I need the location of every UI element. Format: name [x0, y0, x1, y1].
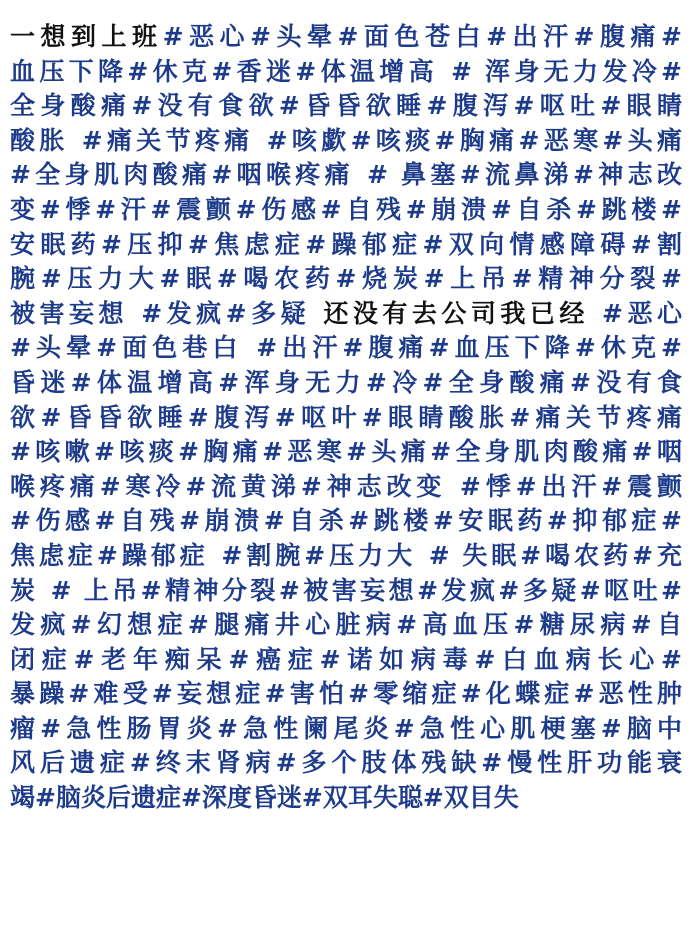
text-line-19[interactable]: 闭症#老年痴呆#癌症#诺如病毒#白血病长心# — [10, 644, 682, 674]
text-line-15[interactable]: #伤感#自残#崩溃#自杀#跳楼#安眠药#抑郁症# — [10, 506, 682, 536]
text-line-5[interactable]: #全身肌肉酸痛#咽喉疼痛 # 鼻塞#流鼻涕#神志改 — [10, 160, 682, 190]
text-line-17[interactable]: 炭 # 上吊#精神分裂#被害妄想#发疯#多疑#呕吐# — [10, 575, 682, 605]
text-line-20[interactable]: 暴躁#难受#妄想症#害怕#零缩症#化蝶症#恶性肿 — [10, 679, 682, 709]
text-line-16[interactable]: 焦虑症#躁郁症 #割腕#压力大 # 失眠#喝农药#充 — [10, 540, 682, 570]
hashtag-run[interactable]: #恶心 — [588, 298, 682, 328]
hashtag-run[interactable]: #恶心#头晕#面色苍白#出汗#腹痛# — [162, 22, 682, 51]
text-line-12[interactable]: 欲#昏昏欲睡#腹泻#呕叶#眼睛酸胀#痛关节疼痛 — [10, 402, 682, 432]
text-line-2[interactable]: 血压下降#休克#香迷#体温增高 # 浑身无力发冷# — [10, 56, 682, 86]
text-line-10[interactable]: #头晕#面色巷白 #出汗#腹痛#血压下降#休克# — [10, 333, 682, 363]
text-line-14[interactable]: 喉疼痛#寒冷#流黄涕#神志改变 #悸#出汗#震颤 — [10, 471, 682, 501]
text-line-1 — [10, 20, 682, 55]
text-line-23[interactable]: 竭#脑炎后遗症#深度昏迷#双耳失聪#双目失 — [10, 783, 519, 813]
text-line-7[interactable]: 安眠药#压抑#焦虑症#躁郁症#双向情感障碍#割 — [10, 229, 682, 259]
text-line-3[interactable]: 全身酸痛#没有食欲#昏昏欲睡#腹泻#呕吐#眼睛 — [10, 91, 682, 121]
text-line-8[interactable]: 腕#压力大#眠#喝农药#烧炭#上吊#精神分裂# — [10, 264, 682, 294]
text-line-13[interactable]: #咳嗽#咳痰#胸痛#恶寒#头痛#全身肌肉酸痛#咽 — [10, 437, 682, 467]
post-text — [10, 20, 682, 816]
hashtag-run[interactable]: 被害妄想 #发疯#多疑 — [10, 298, 324, 328]
plain-text: 一想到上班 — [10, 22, 163, 51]
text-line-22[interactable]: 风后遗症#终末肾病#多个肢体残缺#慢性肝功能衰 — [10, 748, 682, 778]
text-line-21[interactable]: 瘤#急性肠胃炎#急性阑尾炎#急性心肌梗塞#脑中 — [10, 713, 682, 743]
text-line-4[interactable]: 酸胀 #痛关节疼痛 #咳歔#咳痰#胸痛#恶寒#头痛 — [10, 125, 682, 155]
text-line-6[interactable]: 变#悸#汗#震颤#伤感#自残#崩溃#自杀#跳楼# — [10, 194, 682, 224]
plain-text: 还没有去公司我已经 — [323, 298, 589, 328]
text-line-18[interactable]: 发疯#幻想症#腿痛井心脏病#高血压#糖尿病#自 — [10, 610, 682, 640]
text-line-9 — [10, 297, 682, 332]
text-line-11[interactable]: 昏迷#体温增高#浑身无力#冷#全身酸痛#没有食 — [10, 367, 682, 397]
